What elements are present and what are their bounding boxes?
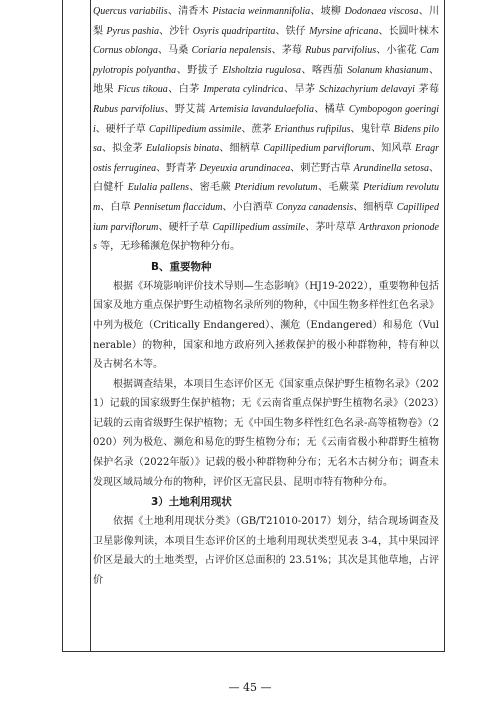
section-b-title: B、重要物种	[151, 260, 212, 273]
section-3-title: 3）土地利用现状	[151, 496, 232, 509]
species-latin-name: Capillipedium parviflorum	[93, 201, 439, 233]
paragraph-important-species-definition: 根据《环境影响评价技术导则—生态影响》（HJ19-2022），重要物种包括国家及地方重点保护野生动植物名录所列的物种，《中国生物多样性红色名录》中列为极危（Critically Endangered）、濒危（Endangered）和易危（Vulnerable）的物种，国家和地方政府列入拯救保护的极小种群物种，特有种以及古树名木等。	[93, 280, 439, 371]
species-common-name: 、川梨	[93, 6, 439, 37]
species-common-name: 、铁仔	[275, 25, 310, 37]
paragraph-survey-result: 根据调查结果，本项目生态评价区无《国家重点保护野生植物名录》（2021）记载的国家级野生保护植物；无《云南省重点保护野生植物名录》（2023）记载的云南省级野生保护植物；无《中国生物多样性红色名录-高等植物卷》（2020）列为极危、濒危和易危的野生植物分布；无《云南省极小种群野生植物保护名录（2022年版）》记载的极小种群物种分布；无名木古树分布；调查未发现区域局域分布的物种，评价区无富民县、昆明市特有物种分布。	[93, 378, 439, 488]
species-latin-name: Pyrus pashia	[106, 25, 160, 37]
species-common-name: 、硬杆子草	[158, 221, 213, 233]
species-common-name: 、白草	[100, 201, 134, 213]
species-latin-name: Arundinella setosa	[353, 162, 429, 174]
species-common-name: 、蔗茅	[241, 123, 275, 135]
species-latin-name: Elsholtzia rugulosa	[222, 64, 301, 76]
species-latin-name: Coriaria nepalensis	[191, 45, 272, 57]
species-common-name: 、茅莓	[271, 45, 306, 57]
species-latin-name: Capillipedium assimile	[148, 123, 242, 135]
species-latin-name: Arthraxon prionodes	[93, 221, 439, 253]
species-latin-name: Pteridium revolutum	[234, 182, 318, 194]
species-latin-name: Ficus tikoua	[117, 84, 168, 96]
species-common-name: 、刺芒野古草	[290, 162, 354, 174]
species-latin-name: Conyza canadensis	[276, 201, 354, 213]
species-latin-name: Pennisetum flaccidum	[133, 201, 223, 213]
species-common-name: 、野艾蒿	[164, 103, 210, 115]
species-latin-name: Pteridium revolutum	[93, 182, 440, 213]
species-common-name: 、长圆叶梾木	[378, 25, 439, 37]
species-common-name: 、沙针	[159, 25, 193, 37]
species-common-name: 茅莓	[414, 84, 439, 96]
table-frame	[62, 0, 445, 652]
species-common-name: 、清香木	[167, 6, 213, 17]
species-latin-name: Artemisia lavandulaefolia	[209, 103, 314, 115]
species-latin-name: Imperata cylindrica	[203, 84, 284, 96]
species-latin-name: Bidens pilosa	[93, 123, 439, 155]
species-latin-name: Myrsine africana	[309, 25, 379, 37]
species-common-name: 、小雀花	[376, 45, 421, 57]
species-latin-name: Cornus oblonga	[93, 45, 158, 57]
species-common-name: 、知风草	[371, 143, 416, 155]
species-latin-name: Campylotropis polyantha	[93, 45, 439, 76]
species-common-name: 、喀西茄	[300, 64, 348, 76]
species-common-name: 、旱茅	[283, 84, 320, 96]
species-latin-name: Eragrostis ferruginea	[93, 143, 440, 174]
species-latin-name: Schizachyrium delavayi	[319, 84, 415, 96]
table-left-column	[63, 0, 91, 651]
species-common-name: 、野拔子	[176, 64, 223, 76]
species-latin-name: Osyris quadripartita	[192, 25, 276, 37]
species-common-name: 、细柄草	[353, 201, 397, 213]
species-latin-name: Eulaliopsis binata	[146, 143, 220, 155]
species-latin-name: Pistacia weinmannifolia	[212, 6, 311, 17]
species-latin-name: Deyeuxia arundinacea	[199, 162, 291, 174]
species-latin-name: Capillipedium assimile	[212, 221, 306, 233]
species-common-name: 、细柄草	[219, 143, 264, 155]
species-latin-name: Eulalia pallens	[127, 182, 189, 194]
table-content-cell	[93, 2, 439, 591]
species-list	[93, 2, 439, 257]
species-common-name: 、坡柳	[310, 6, 345, 17]
species-common-name: 、白茅	[167, 84, 204, 96]
species-common-name: 、拟金茅	[101, 143, 147, 155]
species-list-tail: 等，无珍稀濒危保护物种分布。	[96, 241, 241, 253]
species-latin-name: Quercus variabilis	[93, 6, 168, 17]
page-number: — 45 —	[228, 681, 272, 694]
species-common-name: 、马桑	[157, 45, 192, 57]
species-latin-name: Capillipedium parviflorum	[263, 143, 371, 155]
species-common-name: 、鬼针草	[350, 123, 394, 135]
species-latin-name: Rubus parvifolius	[305, 45, 377, 57]
species-latin-name: Cymbopogon goeringii	[93, 103, 439, 135]
species-common-name: 、小白酒草	[222, 201, 277, 213]
species-common-name: 、茅叶荩草	[305, 221, 360, 233]
species-common-name: 、橘草	[313, 103, 349, 115]
species-latin-name: Rubus parvifolius	[93, 103, 165, 115]
paragraph-land-use: 依据《土地利用现状分类》（GB/T21010-2017）划分，结合现场调查及卫星影像判读，本项目生态评价区的土地利用现状类型见表 3-4，其中果园评价区是最大的土地类型，占评价区总面积的 23.51%；其次是其他草地，占评价	[93, 516, 439, 587]
species-common-name: 、密毛蕨	[189, 182, 235, 194]
species-common-name: 、毛蕨菜	[317, 182, 364, 194]
species-common-name: 、地果	[93, 64, 439, 96]
species-latin-name: Solanum khasianum	[347, 64, 429, 76]
species-latin-name: Dodonaea viscosa	[344, 6, 419, 17]
species-common-name: 、野青茅	[156, 162, 200, 174]
species-common-name: 、硬杆子草	[95, 123, 149, 135]
species-common-name: 、白健杆	[93, 162, 439, 194]
species-latin-name: Erianthus rufipilus	[274, 123, 351, 135]
